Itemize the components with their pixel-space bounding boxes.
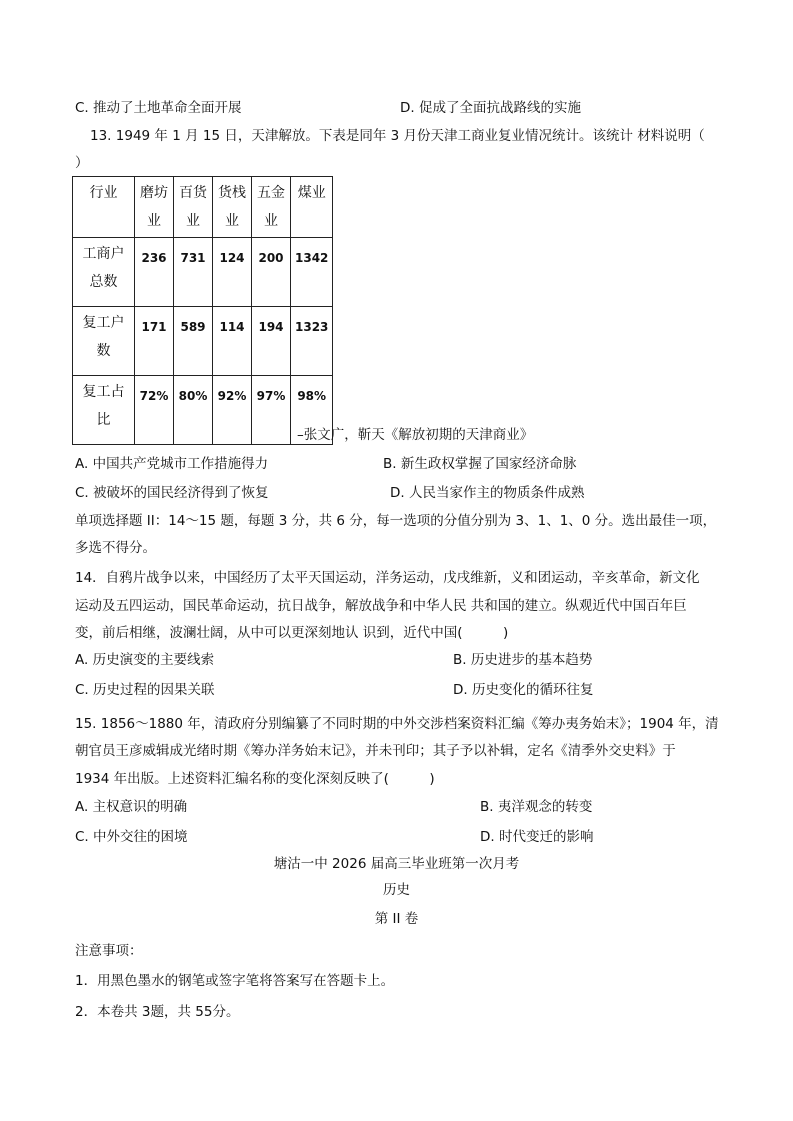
table-row-label-text: 工商户: [82, 246, 125, 262]
table-row: [73, 376, 333, 445]
table-header-cell: [174, 177, 213, 238]
table-header-text: 行业: [89, 185, 118, 201]
table-header-text: 业: [225, 213, 239, 229]
section2-instructions-line1: 单项选择题 II：14～15 题，每题 3 分，共 6 分，每一选项的分值分别为 3、1、1、0 分。选出最佳一项，: [75, 513, 717, 529]
table-cell: 731: [174, 238, 213, 307]
notes-item-2: 2．本卷共 3题，共 55分。: [75, 1004, 240, 1020]
q14-stem-line2: 运动及五四运动，国民革命运动，抗日战争，解放战争和中华人民 共和国的建立。纵观近代中国百年巨: [75, 598, 687, 614]
table-cell: 124: [213, 238, 252, 307]
table-cell: 236: [135, 238, 174, 307]
table-row-label: [73, 307, 135, 376]
q15-stem-line3: 1934 年出版。上述资料汇编名称的变化深刻反映了( ): [75, 771, 435, 787]
table-cell: 72%: [135, 376, 174, 445]
table-header-cell: [291, 177, 333, 238]
table-cell: 97%: [252, 376, 291, 445]
table-row-label: [73, 376, 135, 445]
q14-options-ab: [75, 648, 725, 668]
q13-stem-line1: 13. 1949 年 1 月 15 日，天津解放。下表是同年 3 月份天津工商业复业情况统计。该统计 材料说明（: [90, 128, 705, 144]
q15-option-b[interactable]: B. 夷洋观念的转变: [480, 799, 593, 815]
table-row-label-text: 复工占: [82, 384, 125, 400]
table-row-label: [73, 238, 135, 307]
q15-options-cd: [75, 825, 725, 845]
table-header-text: 业: [264, 213, 278, 229]
table-cell: 80%: [174, 376, 213, 445]
table-row-label-text: 比: [96, 412, 111, 428]
q13-option-a[interactable]: A. 中国共产党城市工作措施得力: [75, 456, 269, 472]
q15-stem-line2: 朝官员王彦威辑成光绪时期《筹办洋务始末记》，并未刊印；其子予以补辑，定名《清季外交史料》于: [75, 743, 676, 759]
table-header-text: 业: [147, 213, 161, 229]
table-header-text: 磨坊: [140, 185, 168, 201]
q13-options-ab: [75, 452, 725, 472]
table-cell: 200: [252, 238, 291, 307]
table-header-cell: [252, 177, 291, 238]
q14-option-a[interactable]: A. 历史演变的主要线索: [75, 652, 215, 668]
table-header-cell: [213, 177, 252, 238]
table-cell: 1323: [291, 307, 333, 376]
q13-source-citation: –张文广，靳天《解放初期的天津商业》: [297, 427, 534, 443]
table-header-text: 百货: [179, 185, 207, 201]
table-row-label-text: 复工户: [82, 315, 125, 331]
table-header-cell: [135, 177, 174, 238]
q14-option-c[interactable]: C. 历史过程的因果关联: [75, 682, 215, 698]
table-cell: 114: [213, 307, 252, 376]
q13-option-c[interactable]: C. 被破坏的国民经济得到了恢复: [75, 485, 269, 501]
exam-school-title: 塘沽一中 2026 届高三毕业班第一次月考: [273, 856, 520, 872]
section2-instructions-line2: 多选不得分。: [75, 540, 156, 556]
q14-options-cd: [75, 678, 725, 698]
notes-title: 注意事项：: [75, 943, 143, 959]
notes-item-1: 1．用黑色墨水的钢笔或签字笔将答案写在答题卡上。: [75, 973, 395, 989]
table-cell: 171: [135, 307, 174, 376]
q14-option-b[interactable]: B. 历史进步的基本趋势: [453, 652, 593, 668]
q15-options-ab: [75, 795, 725, 815]
q12-option-c[interactable]: C. 推动了土地革命全面开展: [75, 100, 242, 116]
exam-subject: 历史: [383, 882, 410, 898]
table-cell: 98%: [291, 376, 333, 445]
q15-option-a[interactable]: A. 主权意识的明确: [75, 799, 188, 815]
table-header-cell: [73, 177, 135, 238]
q15-stem-line1: 15. 1856～1880 年，清政府分别编纂了不同时期的中外交涉档案资料汇编《筹办夷务始末》；1904 年，清: [75, 716, 719, 732]
q15-option-d[interactable]: D. 时代变迁的影响: [480, 829, 594, 845]
table-cell: 589: [174, 307, 213, 376]
q12-options-cd: [75, 96, 725, 116]
exam-volume: 第 II 卷: [374, 911, 419, 927]
q13-option-b[interactable]: B. 新生政权掌握了国家经济命脉: [383, 456, 577, 472]
q12-option-d[interactable]: D. 促成了全面抗战路线的实施: [400, 100, 581, 116]
q15-option-c[interactable]: C. 中外交往的困境: [75, 829, 188, 845]
table-header-text: 货栈: [218, 185, 246, 201]
table-header-row: [73, 177, 333, 238]
table-header-text: 业: [186, 213, 200, 229]
table-row: [73, 238, 333, 307]
table-cell: 1342: [291, 238, 333, 307]
table-header-text: 五金: [257, 185, 285, 201]
q13-option-d[interactable]: D. 人民当家作主的物质条件成熟: [390, 485, 585, 501]
table-cell: 92%: [213, 376, 252, 445]
q13-statistics-table: [72, 176, 333, 445]
q14-stem-line1: 14．自鸦片战争以来，中国经历了太平天国运动，洋务运动，戊戌维新，义和团运动，辛亥革命，新文化: [75, 570, 700, 586]
q14-option-d[interactable]: D. 历史变化的循环往复: [453, 682, 594, 698]
table-row-label-text: 总数: [89, 274, 118, 290]
table-header-text: 煤业: [297, 185, 326, 201]
table-row-label-text: 数: [96, 343, 111, 359]
table-cell: 194: [252, 307, 291, 376]
q14-stem-line3: 变，前后相继，波澜壮阔，从中可以更深刻地认 识到，近代中国( ): [75, 625, 509, 641]
q13-stem-line2: ）: [75, 155, 89, 171]
q13-options-cd: [75, 481, 725, 501]
table-row: [73, 307, 333, 376]
